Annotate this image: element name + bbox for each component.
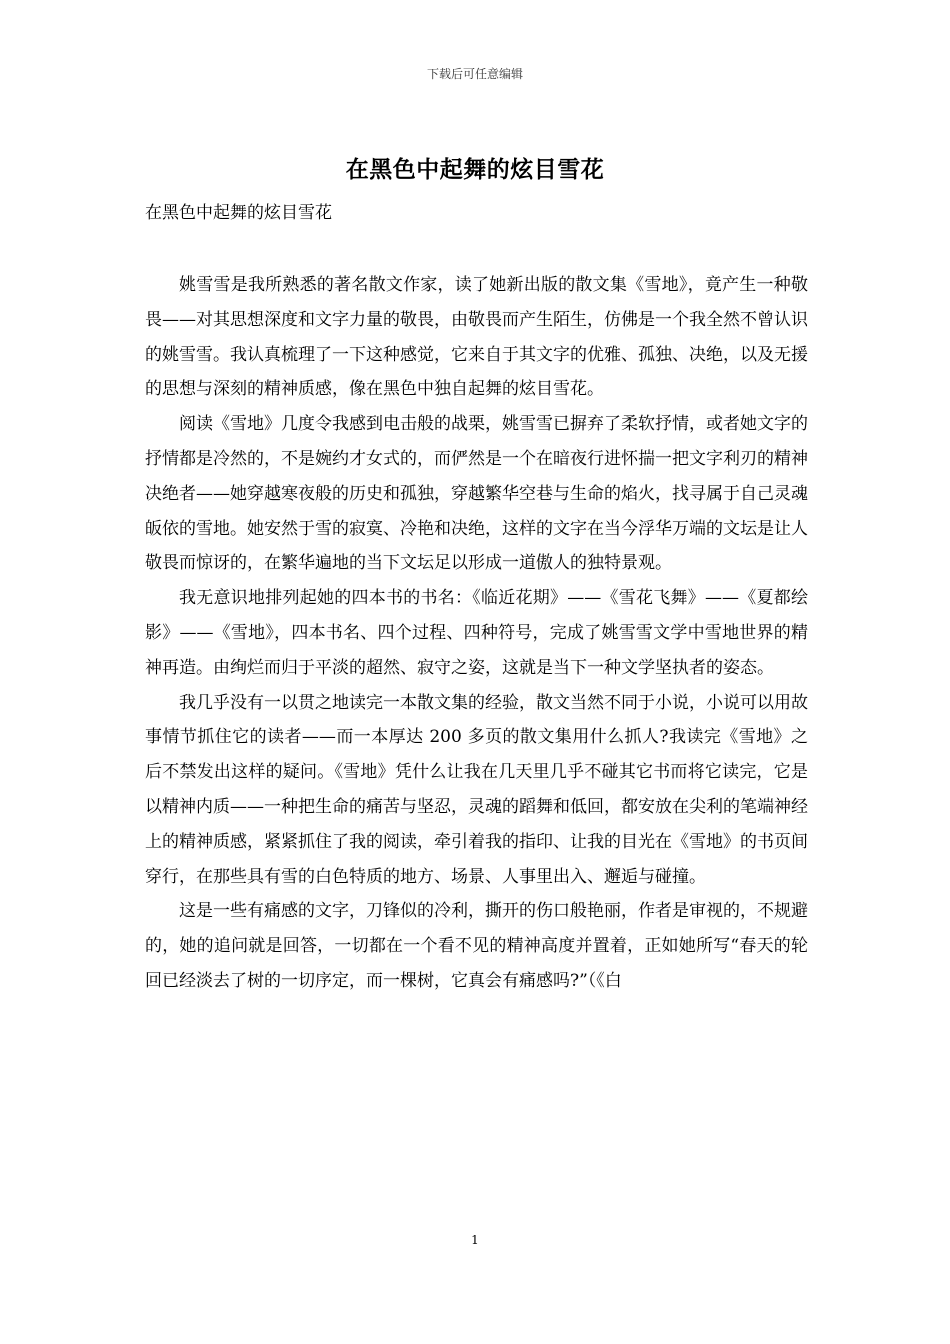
document-title: 在黑色中起舞的炫目雪花 xyxy=(345,156,605,183)
document-subtitle: 在黑色中起舞的炫目雪花 xyxy=(145,203,332,223)
page-number: 1 xyxy=(471,1233,479,1247)
paragraph-2: 阅读《雪地》几度令我感到电击般的战栗，姚雪雪已摒弃了柔软抒情，或者她文字的抒情都是冷然的，不是婉约才女式的，而俨然是一个在暗夜行进怀揣一把文字利刃的精神决绝者——她穿越寒夜般的历史和孤独，穿越繁华空巷与生命的焰火，找寻属于自己灵魂皈依的雪地。她安然于雪的寂寞、冷艳和决绝，这样的文字在当今浮华万端的文坛是让人敬畏而惊讶的，在繁华遍地的当下文坛足以形成一道傲人的独特景观。 xyxy=(145,414,808,574)
paragraph-3: 我无意识地排列起她的四本书的书名：《临近花期》——《雪花飞舞》——《夏都绘影》——《雪地》，四本书名、四个过程、四种符号，完成了姚雪雪文学中雪地世界的精神再造。由绚烂而归于平淡的超然、寂守之姿，这就是当下一种文学坚执者的姿态。 xyxy=(145,588,808,678)
paragraph-5: 这是一些有痛感的文字，刀锋似的冷利，撕开的伤口般艳丽，作者是审视的，不规避的，她的追问就是回答，一切都在一个看不见的精神高度并置着，正如她所写“春天的轮回已经淡去了树的一切序定，而一棵树，它真会有痛感吗?”（《白 xyxy=(145,901,808,991)
paragraph-4: 我几乎没有一以贯之地读完一本散文集的经验，散文当然不同于小说，小说可以用故事情节抓住它的读者——而一本厚达 200 多页的散文集用什么抓人?我读完《雪地》之后不禁发出这样的疑问。《雪地》凭什么让我在几天里几乎不碰其它书而将它读完，它是以精神内质——一种把生命的痛苦与坚忍，灵魂的蹈舞和低回，都安放在尖利的笔端神经上的精神质感，紧紧抓住了我的阅读，牵引着我的指印、让我的目光在《雪地》的书页间穿行，在那些具有雪的白色特质的地方、场景、人事里出入、邂逅与碰撞。 xyxy=(145,692,808,887)
page-header-note: 下载后可任意编辑 xyxy=(426,67,523,81)
document-body xyxy=(145,268,808,999)
paragraph-1: 姚雪雪是我所熟悉的著名散文作家，读了她新出版的散文集《雪地》，竟产生一种敬畏——对其思想深度和文字力量的敬畏，由敬畏而产生陌生，仿佛是一个我全然不曾认识的姚雪雪。我认真梳理了一下这种感觉，它来自于其文字的优雅、孤独、决绝，以及无援的思想与深刻的精神质感，像在黑色中独自起舞的炫目雪花。 xyxy=(145,275,808,400)
